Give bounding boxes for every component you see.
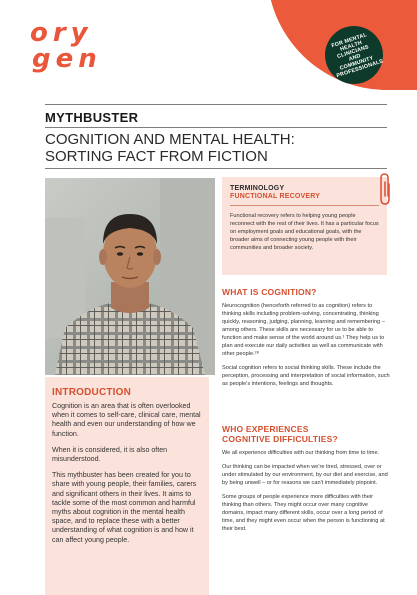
what-is-cognition-paragraph-2: Social cognition refers to social thinking skills. These include the perception, processing and interpretation of social information, such as people's intentions, feelings and thoughts. [222, 365, 390, 387]
introduction-paragraph-2: When it is considered, it is also often misunderstood. [52, 445, 168, 464]
title-line-2: SORTING FACT FROM FICTION [45, 148, 268, 165]
who-heading-line-1: WHO EXPERIENCES [222, 424, 309, 434]
divider-top [45, 104, 387, 105]
portrait-photo [45, 178, 215, 375]
audience-badge-text: FOR MENTAL HEALTH CLINICIANS AND COMMUNITY PROFESSIONALS [330, 32, 385, 80]
what-is-cognition-section [222, 287, 390, 394]
who-experiences-paragraph-1: We all experience difficulties with our thinking from time to time. [222, 450, 380, 456]
who-experiences-paragraph-3: Some groups of people experience more difficulties with their thinking than others. They might occur over many cognitive domains, impact many different skills, occur over a long period of time, and they might even occur when the person is functioning at their best. [222, 494, 385, 532]
portrait-illustration [45, 178, 215, 375]
who-experiences-heading [222, 424, 390, 444]
document-kicker: MYTHBUSTER [45, 110, 139, 125]
introduction-panel [45, 377, 209, 595]
terminology-term: FUNCTIONAL RECOVERY [230, 193, 321, 200]
document-title [45, 131, 390, 165]
introduction-paragraph-1: Cognition is an area that is often overlooked when it comes to self-care, clinical care, mental health and even our understanding of how we function. [52, 402, 201, 438]
terminology-body: Functional recovery refers to helping young people reconnect with the rest of their lives. It has a particular focus on employment goals and educational goals, with the broader aims of connecting young people with their communities and broader society. [230, 213, 379, 251]
who-experiences-paragraph-2: Our thinking can be impacted when we're tired, stressed, over or under stimulated by our environment, by our diet and exercise, and by being unwell – or for reasons we can't immediately pinpoint. [222, 464, 388, 486]
orygen-logo [30, 20, 102, 72]
divider-bottom [45, 168, 387, 169]
terminology-divider [230, 205, 379, 206]
what-is-cognition-heading: WHAT IS COGNITION? [222, 287, 317, 297]
title-line-1: COGNITION AND MENTAL HEALTH: [45, 131, 295, 148]
introduction-paragraph-3: This mythbuster has been created for you to share with young people, their families, carers and significant others in their lives. It aims to tackle some of the most common and harmful myths about cognition in the mental health space, and to replace these with a better understanding of what cognition is and how it can affect young people. [52, 471, 197, 544]
introduction-heading: INTRODUCTION [52, 387, 132, 398]
divider-mid [45, 127, 387, 128]
terminology-label: TERMINOLOGY [230, 185, 285, 192]
logo-line-2: gen [32, 44, 102, 74]
who-heading-line-2: COGNITIVE DIFFICULTIES? [222, 434, 338, 444]
terminology-panel [222, 177, 387, 275]
paperclip-icon [378, 172, 392, 206]
who-experiences-section [222, 424, 390, 539]
logo-line-1: ory [30, 18, 93, 48]
what-is-cognition-paragraph-1: Neurocognition (henceforth referred to as cognition) refers to thinking skills including problem-solving, concentrating, thinking quickly, reasoning, judging, planning, learning and remembering – among others. These skills are necessary for us to be able to function and make sense of the world around us.¹ They help us to plan and execute our daily activities as well as communicate with other people.²⁸ [222, 303, 385, 357]
